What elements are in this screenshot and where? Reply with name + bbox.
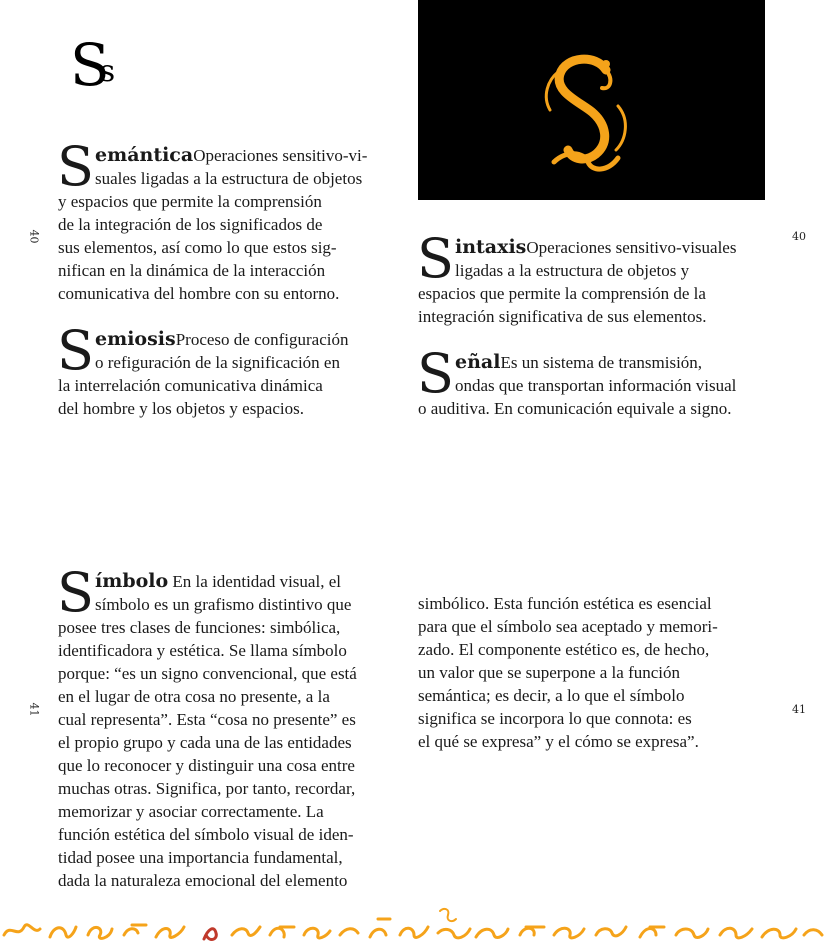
drop-cap: S [417, 227, 454, 290]
entry-line: Proceso de configuración [175, 330, 349, 349]
page-number: 40 [792, 230, 806, 243]
calligraphic-border-icon [0, 905, 827, 945]
entry-line: nifican en la dinámica de la interacción [58, 261, 326, 280]
glossary-entry-simbolo-continued [418, 592, 778, 753]
entry-line: ondas que transportan información visual [455, 376, 737, 395]
entry-line: cual representa”. Esta “cosa no presente” es [58, 710, 356, 729]
glossary-entry-semiosis [57, 319, 403, 420]
glossary-entry-senal [417, 342, 778, 420]
red-ornament-glyph [204, 929, 216, 940]
entry-line: identificadora y estética. Se llama símbolo [58, 641, 347, 660]
entry-line: que lo reconocer y distinguir una cosa entre [58, 756, 355, 775]
entry-line: el qué se expresa” y el cómo se expresa”. [418, 732, 699, 751]
entry-term: emántica [95, 144, 194, 166]
drop-cap: S [57, 135, 94, 198]
glossary-entry-semantica [57, 135, 403, 305]
entry-line: ligadas a la estructura de objetos y [455, 261, 690, 280]
entry-line: la interrelación comunicativa dinámica [58, 376, 323, 395]
entry-line: Operaciones sensitivo-visuales [526, 238, 737, 257]
entry-line: espacios que permite la comprensión de la [418, 284, 706, 303]
entry-line: memorizar y asociar correctamente. La [58, 802, 324, 821]
entry-line: En la identidad visual, el [168, 572, 341, 591]
entry-line: semántica; es decir, a lo que el símbolo [418, 686, 685, 705]
entry-line: simbólico. Esta función estética es esencial [418, 594, 712, 613]
page-number: 40 [27, 229, 41, 244]
entry-term: eñal [455, 351, 501, 373]
drop-cap: S [417, 342, 454, 405]
entry-line: para que el símbolo sea aceptado y memori- [418, 617, 718, 636]
entry-line: significa se incorpora lo que connota: es [418, 709, 692, 728]
entry-line: de la integración de los significados de [58, 215, 323, 234]
entry-term: emiosis [95, 328, 176, 350]
entry-line: dada la naturaleza emocional del elemento [58, 871, 348, 890]
section-letter-heading [70, 31, 106, 99]
section-letter-big: S [70, 31, 100, 99]
entry-line: en el lugar de otra cosa no presente, a la [58, 687, 330, 706]
page-number: 41 [27, 702, 41, 717]
entry-line: Operaciones sensitivo-vi- [193, 146, 368, 165]
ornamental-s-image [418, 0, 765, 200]
page-number: 41 [792, 703, 806, 716]
entry-line: comunicativa del hombre con su entorno. [58, 284, 340, 303]
entry-line: muchas otras. Significa, por tanto, recordar, [58, 779, 356, 798]
entry-line: integración significativa de sus elementos. [418, 307, 707, 326]
entry-line: Es un sistema de transmisión, [500, 353, 703, 372]
ornamental-s-icon [536, 50, 632, 178]
entry-line: sus elementos, así como lo que estos sig- [58, 238, 337, 257]
glossary-entry-simbolo [57, 561, 403, 892]
drop-cap: S [57, 561, 94, 624]
entry-line: o auditiva. En comunicación equivale a signo. [418, 399, 732, 418]
entry-term: ímbolo [95, 570, 169, 592]
entry-line: zado. El componente estético es, de hecho, [418, 640, 710, 659]
entry-line: porque: “es un signo convencional, que está [58, 664, 357, 683]
entry-line: tidad posee una importancia fundamental, [58, 848, 343, 867]
entry-line: posee tres clases de funciones: simbólica, [58, 618, 341, 637]
entry-line: función estética del símbolo visual de iden- [58, 825, 354, 844]
entry-line: o refiguración de la significación en [95, 353, 340, 372]
entry-term: intaxis [455, 236, 527, 258]
glossary-entry-sintaxis [417, 227, 778, 328]
section-letter-small: s [99, 54, 106, 89]
entry-line: símbolo es un grafismo distintivo que [95, 595, 352, 614]
entry-line: el propio grupo y cada una de las entidades [58, 733, 352, 752]
drop-cap: S [57, 319, 94, 382]
entry-line: suales ligadas a la estructura de objetos [95, 169, 363, 188]
entry-line: del hombre y los objetos y espacios. [58, 399, 304, 418]
entry-line: y espacios que permite la comprensión [58, 192, 322, 211]
entry-line: un valor que se superpone a la función [418, 663, 680, 682]
